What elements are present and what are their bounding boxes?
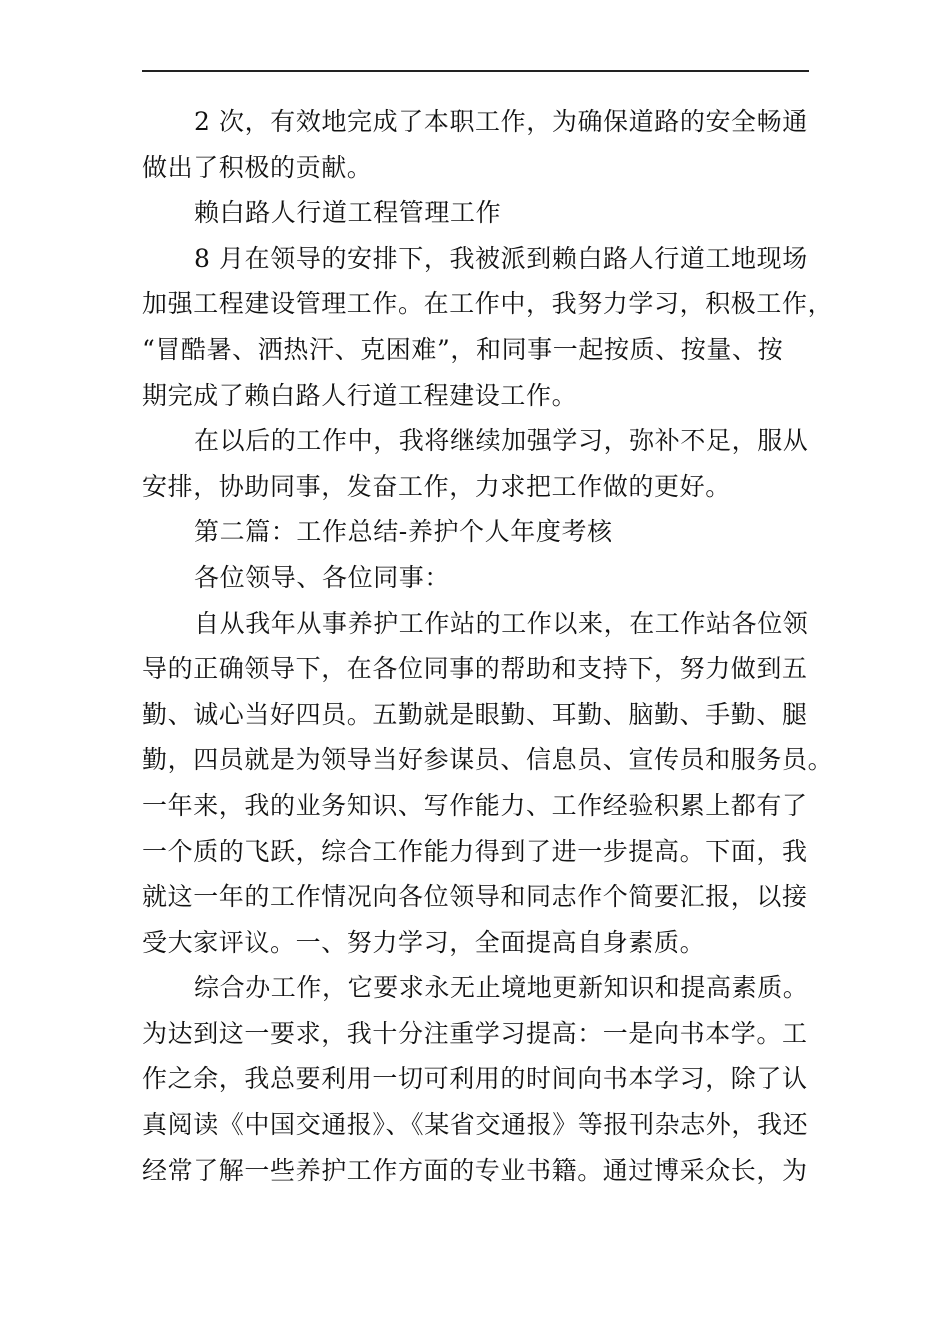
text-line: 真阅读《中国交通报》、《某省交通报》等报刊杂志外，我还 xyxy=(142,1110,809,1140)
text-line: 就这一年的工作情况向各位领导和同志作个简要汇报，以接 xyxy=(142,882,808,912)
text-line: 加强工程建设管理工作。在工作中，我努力学习，积极工作， xyxy=(142,289,834,319)
text-line: 在以后的工作中，我将继续加强学习，弥补不足，服从 xyxy=(194,426,809,456)
text-line: 一个质的飞跃，综合工作能力得到了进一步提高。下面，我 xyxy=(142,836,808,866)
chapter-title: 第二篇：工作总结-养护个人年度考核 xyxy=(194,517,613,547)
text-line: 2 次，有效地完成了本职工作，为确保道路的安全畅通 xyxy=(194,107,808,136)
text-line: 勤、诚心当好四员。五勤就是眼勤、耳勤、脑勤、手勤、腿 xyxy=(142,699,808,729)
text-line: 作之余，我总要利用一切可利用的时间向书本学习，除了认 xyxy=(142,1064,808,1094)
text-line: 做出了积极的贡献。 xyxy=(142,152,373,182)
text-line: 综合办工作，它要求永无止境地更新知识和提高素质。 xyxy=(194,973,809,1003)
document-body xyxy=(142,99,834,1193)
text-line: 受大家评议。一、努力学习，全面提高自身素质。 xyxy=(142,927,706,957)
text-line: 自从我年从事养护工作站的工作以来，在工作站各位领 xyxy=(194,608,809,638)
text-line: 勤，四员就是为领导当好参谋员、信息员、宣传员和服务员。 xyxy=(142,745,834,775)
text-line: 8 月在领导的安排下，我被派到赖白路人行道工地现场 xyxy=(194,243,808,273)
salutation: 各位领导、各位同事： xyxy=(194,562,451,592)
text-line: 为达到这一要求，我十分注重学习提高：一是向书本学。工 xyxy=(142,1018,808,1048)
text-line: 经常了解一些养护工作方面的专业书籍。通过博采众长，为 xyxy=(142,1155,808,1185)
header-rule xyxy=(142,70,809,72)
text-line: 安排，协助同事，发奋工作，力求把工作做的更好。 xyxy=(142,471,731,501)
section-heading: 赖白路人行道工程管理工作 xyxy=(194,198,502,228)
text-line: 导的正确领导下，在各位同事的帮助和支持下，努力做到五 xyxy=(142,654,808,684)
text-line: “冒酷暑、洒热汗、克困难”，和同事一起按质、按量、按 xyxy=(142,334,784,364)
text-line: 期完成了赖白路人行道工程建设工作。 xyxy=(142,380,578,410)
text-line: 一年来，我的业务知识、写作能力、工作经验积累上都有了 xyxy=(142,790,808,820)
